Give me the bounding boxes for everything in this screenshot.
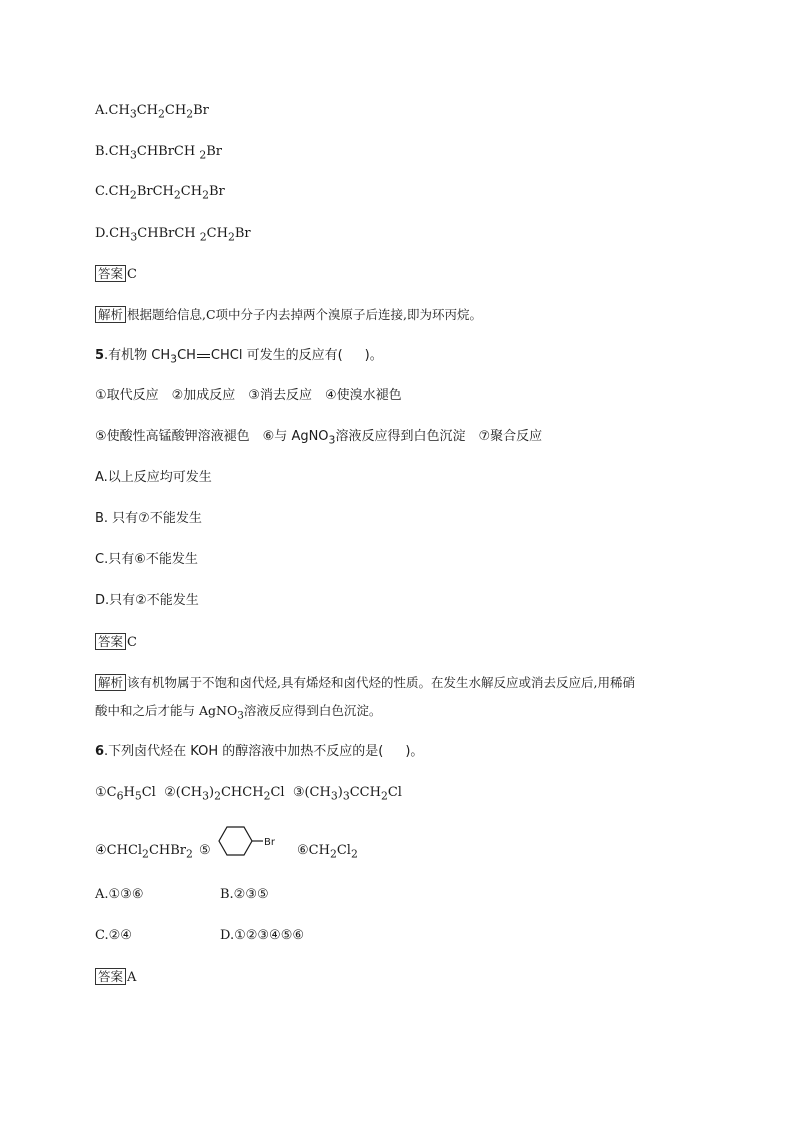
question-5-option-c: C.只有⑥不能发生 bbox=[95, 552, 198, 567]
answer-value: A bbox=[127, 970, 137, 985]
explanation-prev bbox=[95, 306, 482, 324]
option-b-prev: $B.CH_3CHBrCH$ $_2$Br bbox=[95, 144, 223, 162]
question-6-item-6: $⑥CH_2Cl_2$ bbox=[297, 843, 358, 861]
question-6-items-1 bbox=[95, 784, 402, 806]
answer-tag: 答案 bbox=[95, 633, 126, 650]
question-5-items-2: ⑤使酸性高锰酸钾溶液褪色 ⑥与 AgNO$_3$溶液反应得到白色沉淀 ⑦聚合反应 bbox=[95, 429, 543, 447]
item-1: $①C_6H_5Cl$ bbox=[95, 785, 156, 803]
question-5-explanation-2: 酸中和之后才能与 AgNO$_3$溶液反应得到白色沉淀。 bbox=[95, 703, 382, 722]
question-5-option-d: D.只有②不能发生 bbox=[95, 593, 199, 608]
question-6-options-row-2 bbox=[95, 927, 305, 945]
question-6-item-5-label: ⑤ bbox=[199, 843, 211, 858]
answer-tag: 答案 bbox=[95, 968, 126, 985]
option-a-prev: $A.CH_3CH_2CH_2Br$ bbox=[95, 103, 209, 121]
answer-prev bbox=[95, 265, 137, 284]
answer-value: C bbox=[127, 267, 137, 282]
cyclohexane-ring bbox=[219, 827, 252, 855]
question-5-explanation-1: 解析 该有机物属于不饱和卤代烃,具有烯烃和卤代烃的性质。在发生水解反应或消去反应后,用稀硝 bbox=[95, 674, 635, 692]
question-6-option-c: C.②④ bbox=[95, 928, 132, 943]
question-6-options-row-1 bbox=[95, 886, 269, 904]
question-5-option-a: A.以上反应均可发生 bbox=[95, 470, 212, 485]
item-2: $②(CH_3)_2CHCH_2Cl$ bbox=[164, 785, 285, 803]
question-5-option-b: B. 只有⑦不能发生 bbox=[95, 511, 202, 526]
question-5-stem: 5.有机物 $CH_3CH$ CHCl 可发生的反应有( )。 bbox=[95, 348, 383, 366]
question-6-stem: 6.下列卤代烃在 KOH 的醇溶液中加热不反应的是( )。 bbox=[95, 744, 424, 759]
question-6-answer bbox=[95, 968, 136, 987]
explanation-text: 根据题给信息,C项中分子内去掉两个溴原子后连接,即为环丙烷。 bbox=[127, 307, 483, 322]
question-6-option-a: A.①③⑥ bbox=[95, 887, 144, 902]
question-6-option-b: B.②③⑤ bbox=[220, 887, 269, 902]
answer-tag: 答案 bbox=[95, 265, 126, 282]
item-3: $③(CH_3)_3CCH_2Cl$ bbox=[292, 785, 402, 803]
br-label: Br bbox=[264, 837, 275, 848]
question-6-option-d: D.①②③④⑤⑥ bbox=[220, 928, 305, 943]
explanation-tag: 解析 bbox=[95, 674, 126, 691]
bromocyclohexane-structure bbox=[217, 826, 287, 860]
explanation-tag: 解析 bbox=[95, 306, 126, 323]
option-c-prev: $C.CH_2BrCH_2CH_2Br$ bbox=[95, 184, 225, 202]
double-bond bbox=[197, 354, 210, 358]
question-6-item-4: ④CHCl$_2$CHBr$_2$ bbox=[95, 843, 193, 861]
answer-value: C bbox=[127, 635, 137, 650]
question-5-answer bbox=[95, 633, 137, 652]
option-d-prev: $D.CH_3CHBrCH$ $_2CH_2Br$ bbox=[95, 226, 251, 244]
question-5-items-1: ①取代反应 ②加成反应 ③消去反应 ④使溴水褪色 bbox=[95, 388, 402, 403]
